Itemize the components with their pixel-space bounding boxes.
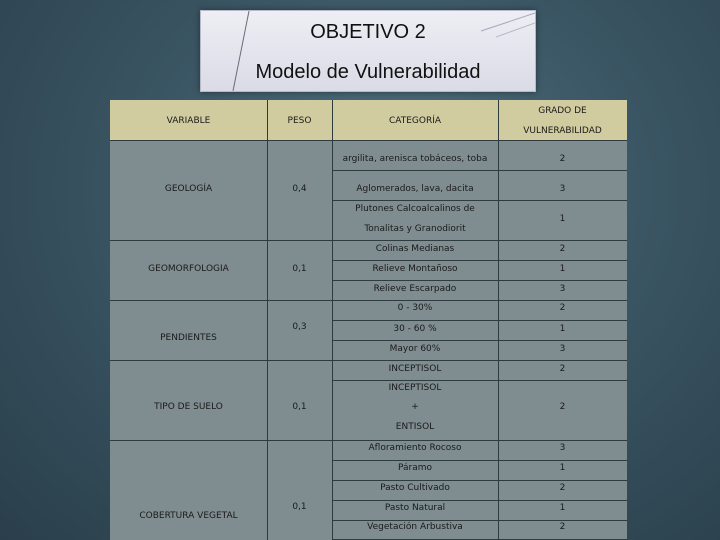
category-text: ENTISOL bbox=[395, 422, 435, 432]
grado-value: 3 bbox=[559, 284, 566, 294]
row-divider bbox=[332, 480, 627, 481]
header-categoria: CATEGORÍA bbox=[388, 116, 442, 126]
row-divider bbox=[332, 340, 627, 341]
slide-title: OBJETIVO 2 bbox=[310, 21, 426, 43]
grado-value: 2 bbox=[559, 244, 566, 254]
peso-value: 0,4 bbox=[292, 184, 307, 194]
row-divider bbox=[332, 460, 627, 461]
vulnerability-table bbox=[110, 100, 627, 540]
category-text: Relieve Escarpado bbox=[373, 284, 457, 294]
row-divider bbox=[110, 140, 627, 141]
variable-name: TIPO DE SUELO bbox=[154, 402, 223, 412]
variable-name: GEOMORFOLOGIA bbox=[148, 264, 229, 274]
grado-value: 2 bbox=[559, 364, 566, 374]
category-text: Vegetación Arbustiva bbox=[367, 522, 463, 532]
grado-value: 1 bbox=[559, 324, 566, 334]
group-divider bbox=[110, 300, 627, 301]
category-text: Plutones Calcoalcalinos de bbox=[355, 204, 475, 214]
category-text: Colinas Medianas bbox=[375, 244, 455, 254]
category-text: 0 - 30% bbox=[397, 303, 433, 313]
category-text: Páramo bbox=[397, 463, 433, 473]
category-text: 30 - 60 % bbox=[393, 324, 437, 334]
category-text: Mayor 60% bbox=[389, 344, 441, 354]
category-text: + bbox=[411, 402, 419, 412]
category-text: Pasto Cultivado bbox=[380, 483, 450, 493]
grado-value: 3 bbox=[559, 184, 566, 194]
row-divider bbox=[332, 320, 627, 321]
row-divider bbox=[332, 280, 627, 281]
grado-value: 1 bbox=[559, 214, 566, 224]
peso-value: 0,3 bbox=[292, 322, 307, 332]
row-divider bbox=[332, 380, 627, 381]
header-variable: VARIABLE bbox=[166, 116, 211, 126]
peso-value: 0,1 bbox=[292, 264, 307, 274]
slide-subtitle: Modelo de Vulnerabilidad bbox=[255, 61, 481, 83]
grado-value: 2 bbox=[559, 303, 566, 313]
category-text: argilita, arenisca tobáceos, toba bbox=[342, 154, 488, 164]
row-divider bbox=[332, 260, 627, 261]
peso-value: 0,1 bbox=[292, 502, 307, 512]
grado-value: 3 bbox=[559, 443, 566, 453]
grado-value: 1 bbox=[559, 503, 566, 513]
row-divider bbox=[332, 500, 627, 501]
column-divider bbox=[267, 100, 268, 540]
header-grado-line1: GRADO DE bbox=[538, 106, 587, 116]
row-divider bbox=[332, 520, 627, 521]
category-text: Tonalitas y Granodiorit bbox=[364, 224, 466, 234]
grado-value: 2 bbox=[559, 154, 566, 164]
variable-name: PENDIENTES bbox=[160, 333, 217, 343]
group-divider bbox=[110, 240, 627, 241]
row-divider bbox=[332, 170, 627, 171]
group-divider bbox=[110, 440, 627, 441]
header-peso: PESO bbox=[287, 116, 312, 126]
variable-name: COBERTURA VEGETAL bbox=[139, 511, 238, 521]
grado-value: 2 bbox=[559, 402, 566, 412]
grado-value: 2 bbox=[559, 522, 566, 532]
category-text: INCEPTISOL bbox=[388, 383, 442, 393]
row-divider bbox=[332, 200, 627, 201]
title-box bbox=[200, 10, 536, 92]
group-divider bbox=[110, 360, 627, 361]
variable-name: GEOLOGÍA bbox=[164, 184, 213, 194]
grado-value: 1 bbox=[559, 463, 566, 473]
category-text: Pasto Natural bbox=[384, 503, 446, 513]
category-text: Aglomerados, lava, dacita bbox=[356, 184, 474, 194]
header-grado-line2: VULNERABILIDAD bbox=[523, 126, 602, 136]
grado-value: 2 bbox=[559, 483, 566, 493]
category-text: INCEPTISOL bbox=[388, 364, 442, 374]
category-text: Relieve Montañoso bbox=[372, 264, 458, 274]
category-text: Afloramiento Rocoso bbox=[368, 443, 462, 453]
grado-value: 1 bbox=[559, 264, 566, 274]
grado-value: 3 bbox=[559, 344, 566, 354]
peso-value: 0,1 bbox=[292, 402, 307, 412]
